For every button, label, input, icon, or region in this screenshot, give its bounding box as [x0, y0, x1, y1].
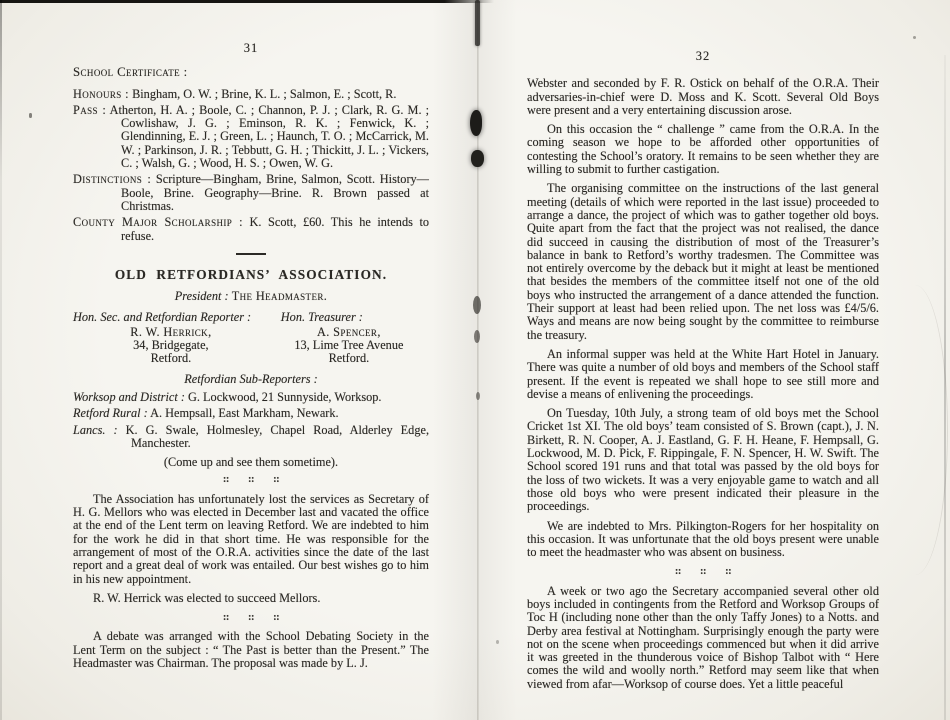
entry-text: Bingham, O. W. ; Brine, K. L. ; Salmon, E. ; Scott, R.: [132, 86, 397, 101]
treasurer-block: [269, 311, 429, 365]
gutter-ink-mark: [475, 0, 480, 46]
school-certificate-heading: School Certificate :: [73, 65, 188, 80]
secretary-name: R. W. Herrick,: [130, 324, 212, 339]
treasurer-name: A. Spencer,: [316, 324, 381, 339]
entry-text: Scripture—Bingham, Brine, Salmon, Scott. History—Boole, Brine. Geography—Brine. R. Brown passed at Christmas.: [121, 172, 429, 213]
page-curl-mark: [893, 285, 948, 575]
section-separator: :: :: ::: [222, 474, 280, 486]
scan-speck: [496, 640, 499, 644]
president-label: President :: [174, 289, 229, 304]
entry-label: Lancs. :: [73, 422, 118, 437]
gutter-ink-blob: [476, 392, 480, 400]
gutter-ink-blob: [474, 330, 480, 343]
paragraph: On this occasion the “ challenge ” came from the O.R.A. In the coming season we hope to be afforded other opportunities of contesting the School’s oratory. It remains to be seen whether they are willing to submit to further castigation.: [527, 122, 879, 177]
entry-label: County Major Scholarship :: [73, 215, 243, 230]
secretary-town: Retford.: [150, 351, 192, 366]
scan-right-edge: [944, 55, 946, 720]
entry-text: K. G. Swale, Holmesley, Chapel Road, Alderley Edge, Manchester.: [125, 422, 430, 450]
entry-label: Pass :: [73, 102, 107, 117]
gutter-shadow-right: [479, 0, 517, 720]
association-heading: OLD RETFORDIANS’ ASSOCIATION.: [114, 266, 388, 282]
entry-text: K. Scott, £60. This he intends to refuse.: [121, 215, 430, 243]
page-32: [527, 50, 879, 691]
gutter-ink-blob: [473, 296, 481, 314]
subreporter-entry: [73, 407, 429, 420]
subreporter-entry: [73, 391, 429, 404]
entry-label: Retford Rural :: [73, 406, 148, 421]
section-rule: [236, 253, 266, 255]
officers-block: [73, 311, 429, 365]
entry-label: Distinctions :: [73, 172, 152, 187]
secretary-block: [73, 311, 269, 365]
paragraph: The Association has unfortunately lost the services as Secretary of H. G. Mellors who was elected in December last and vacated the office at the end of the Lent term on leaving Retford. We are indebted to him for the work he did in that short time. He was responsible for the arrangement of most of the O.R.A. activities since the date of the last report and a great deal of work was entailed. Our best wishes go to him in his new appointment.: [73, 491, 429, 586]
section-separator: :: :: ::: [222, 612, 280, 624]
scan-speck: [913, 36, 916, 39]
secretary-address: 34, Bridgegate,: [133, 338, 209, 353]
section-separator: :: :: ::: [674, 566, 732, 578]
entry-text: A. Hempsall, East Markham, Newark.: [150, 406, 339, 421]
treasurer-title: Hon. Treasurer :: [280, 310, 363, 325]
president-line: [73, 290, 429, 303]
come-up-note: (Come up and see them sometime).: [163, 455, 339, 470]
gutter-shadow-left: [432, 0, 478, 720]
paragraph: We are indebted to Mrs. Pilkington-Rogers for her hospitality on this occasion. It was unfortunate that the old boys present were unable to meet the headmaster who was absent on business.: [527, 518, 879, 560]
scan-left-edge: [0, 0, 2, 720]
treasurer-town: Retford.: [328, 351, 370, 366]
subreporter-entry: [73, 424, 429, 451]
page-number: 32: [695, 49, 711, 63]
certificate-entry-pass: [73, 104, 429, 170]
scan-top-edge: [0, 0, 494, 3]
entry-text: G. Lockwood, 21 Sunnyside, Worksop.: [188, 389, 382, 404]
entry-label: Honours :: [73, 86, 129, 101]
subreporters-heading: Retfordian Sub-Reporters :: [184, 371, 318, 386]
paragraph: On Tuesday, 10th July, a strong team of old boys met the School Cricket 1st XI. The old boys’ team consisted of S. Brown (capt.), J. N. Birkett, R. N. Cooper, A. J. Eastland, G. F. H. Heane, F. Hempsall, G. Lockwood, M. D. Pick, F. Rippingale, F. N. Spencer, H. W. Swift. The School scored 191 runs and that total was passed by the old boys for the loss of two wickets. It was a very enjoyable game to watch and all those old boys who were present indicated their pleasure in the proceedings.: [527, 406, 879, 514]
certificate-entry-honours: [73, 88, 429, 101]
page-gutter-line: [477, 0, 479, 720]
paragraph: The organising committee on the instructions of the last general meeting (details of which were reported in the last issue) proceeded to arrange a dance, the project of which was to gather together old boys. Quite apart from the fact that the project was not realised, the dance did succeed in causing the distribution of most of the Treasurer’s balance in bank to Retford’s worthy tradesmen. The Committee was not entirely overcome by the deback but it might at least be mentioned that besides the members of the committee itself not one of the old boys who instructed the arrangement of a dance attended the function. Their support at least had been relied upon. The net loss was £4/5/6. Ways and means are now being sought by the committee to reimburse the treasury.: [527, 181, 879, 342]
entry-text: Atherton, H. A. ; Boole, C. ; Channon, P. J. ; Clark, R. G. M. ; Cowlishaw, J. G. ; Eminson, R. K. ; Fenwick, K. ; Glendinning, E. J. ; Green, L. ; Haunch, T. O. ; McCarrick, M. W. ; Parkinson, J. R. ; Tebbutt, G. H. ; Thickitt, J. L. ; Vickers, C. ; Walsh, G. ; Wood, H. S. ; Owen, W. G.: [109, 102, 429, 171]
paragraph: A debate was arranged with the School Debating Society in the Lent Term on the subject : “ The Past is better than the Present.” The Headmaster was Chairman. The proposal was made by L. J.: [73, 629, 429, 670]
gutter-ink-blob: [470, 110, 482, 136]
paragraph: A week or two ago the Secretary accompanied several other old boys included in contingents from the Retford and Worksop Groups of Toc H (including none other than the only Taffy Jones) to a Notts. and Derby area festival at Nottingham. Surprisingly enough the party were not on the scene when proceedings commenced but when it did arrive it was greeted in the thunderous voice of Bishop Talbot with “ Here comes the wild and woolly north.” Retford may seem like that when viewed from afar—Worksop of course does. Yet a little peaceful: [527, 583, 879, 691]
president-value: The Headmaster.: [231, 289, 328, 304]
paragraph: Webster and seconded by F. R. Ostick on behalf of the O.R.A. Their adversaries-in-chief were D. Moss and K. Scott. Several Old Boys were present and a very entertaining discussion arose.: [527, 76, 879, 117]
scan-speck: [29, 113, 32, 118]
secretary-title: Hon. Sec. and Retfordian Reporter :: [73, 310, 252, 325]
certificate-entry-distinctions: [73, 173, 429, 213]
gutter-ink-blob: [471, 150, 484, 167]
page-number: 31: [243, 41, 259, 55]
page-31: [73, 42, 429, 670]
certificate-entry-scholarship: [73, 216, 429, 243]
entry-label: Worksop and District :: [73, 389, 185, 404]
paragraph: An informal supper was held at the White Hart Hotel in January. There was quite a number of old boys and members of the School staff present. If the event is repeated we shall hope to see still more and devise a means of enlivening the proceedings.: [527, 346, 879, 401]
paragraph: R. W. Herrick was elected to succeed Mellors.: [93, 590, 321, 605]
treasurer-address: 13, Lime Tree Avenue: [294, 338, 404, 353]
